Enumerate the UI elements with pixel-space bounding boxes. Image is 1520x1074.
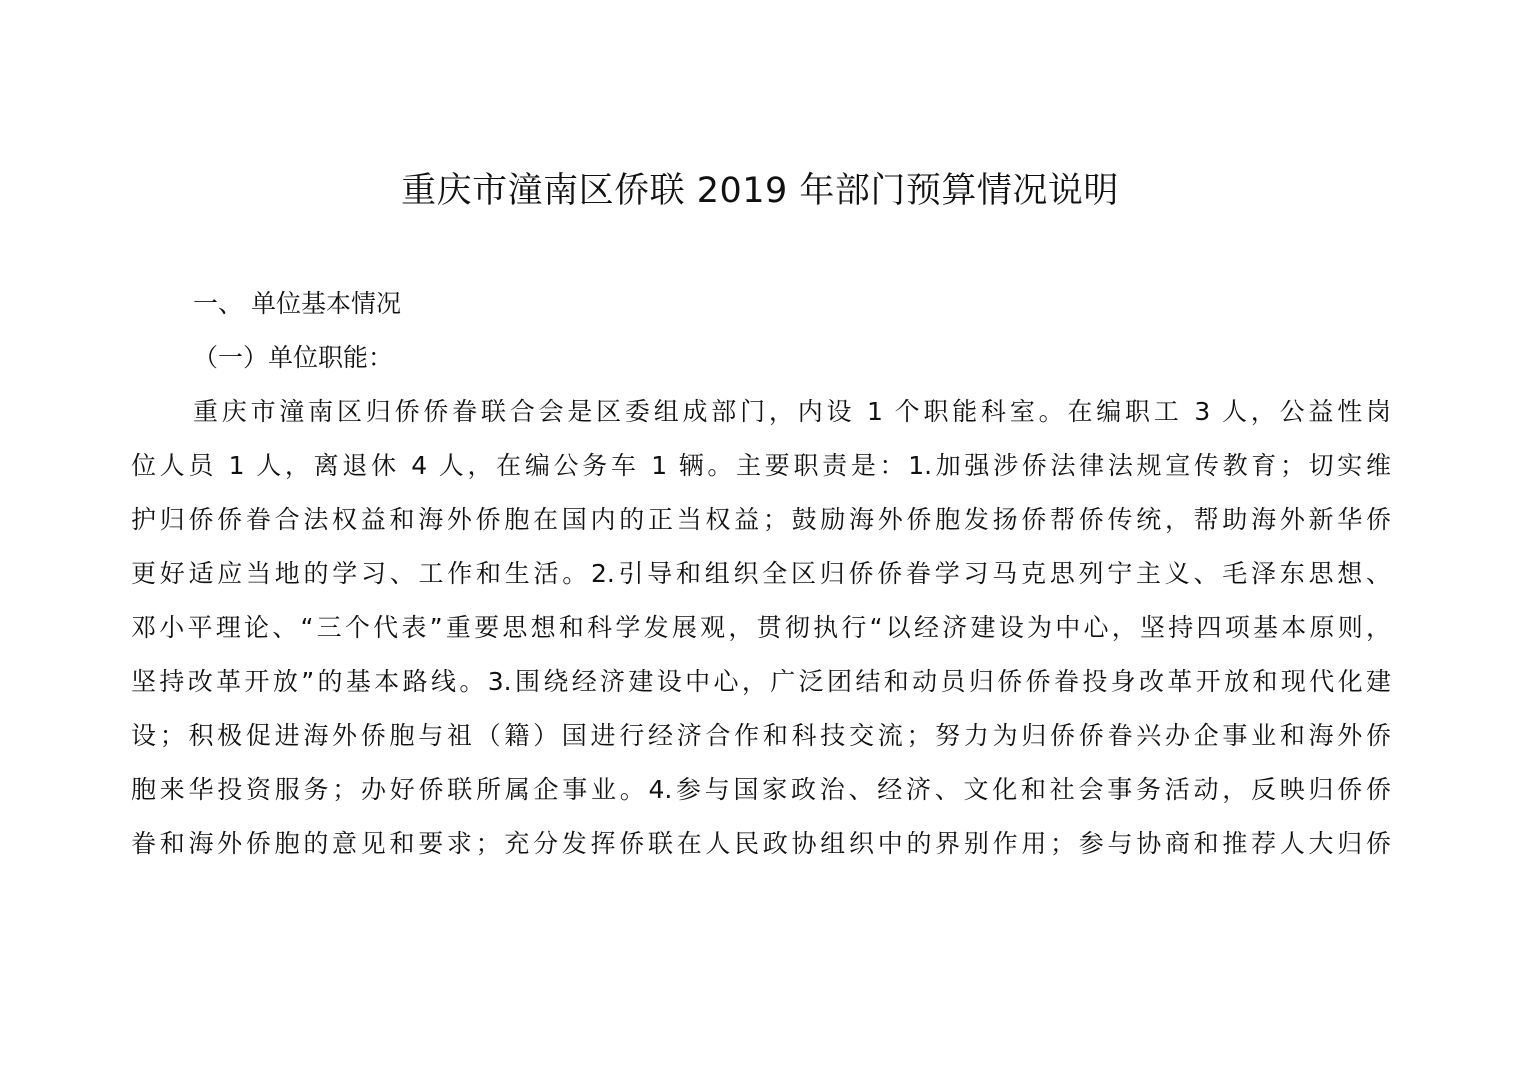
body-line: 设；积极促进海外侨胞与祖（籍）国进行经济合作和科技交流；努力为归侨侨眷兴办企事业和海外侨 <box>131 721 1391 750</box>
body-line: 眷和海外侨胞的意见和要求；充分发挥侨联在人民政协组织中的界别作用；参与协商和推荐人大归侨 <box>131 829 1391 858</box>
document-title: 重庆市潼南区侨联 2019 年部门预算情况说明 <box>401 171 1119 211</box>
body-line: 邓小平理论、“三个代表”重要思想和科学发展观，贯彻执行“以经济建设为中心，坚持四项基本原则， <box>131 613 1391 642</box>
body-line: 坚持改革开放”的基本路线。3.围绕经济建设中心，广泛团结和动员归侨侨眷投身改革开放和现代化建 <box>131 667 1391 696</box>
body-line: 护归侨侨眷合法权益和海外侨胞在国内的正当权益；鼓励海外侨胞发扬侨帮侨传统，帮助海外新华侨 <box>131 505 1391 534</box>
body-line: 位人员 1 人，离退休 4 人，在编公务车 1 辆。主要职责是：1.加强涉侨法律法规宣传教育；切实维 <box>131 451 1391 480</box>
body-line: 胞来华投资服务；办好侨联所属企事业。4.参与国家政治、经济、文化和社会事务活动，反映归侨侨 <box>131 775 1391 804</box>
sub-heading: （一）单位职能： <box>193 343 394 372</box>
body-line: 重庆市潼南区归侨侨眷联合会是区委组成部门，内设 1 个职能科室。在编职工 3 人，公益性岗 <box>193 397 1391 426</box>
section-heading: 一、 单位基本情况 <box>193 289 401 318</box>
body-line: 更好适应当地的学习、工作和生活。2.引导和组织全区归侨侨眷学习马克思列宁主义、毛泽东思想、 <box>131 559 1391 588</box>
